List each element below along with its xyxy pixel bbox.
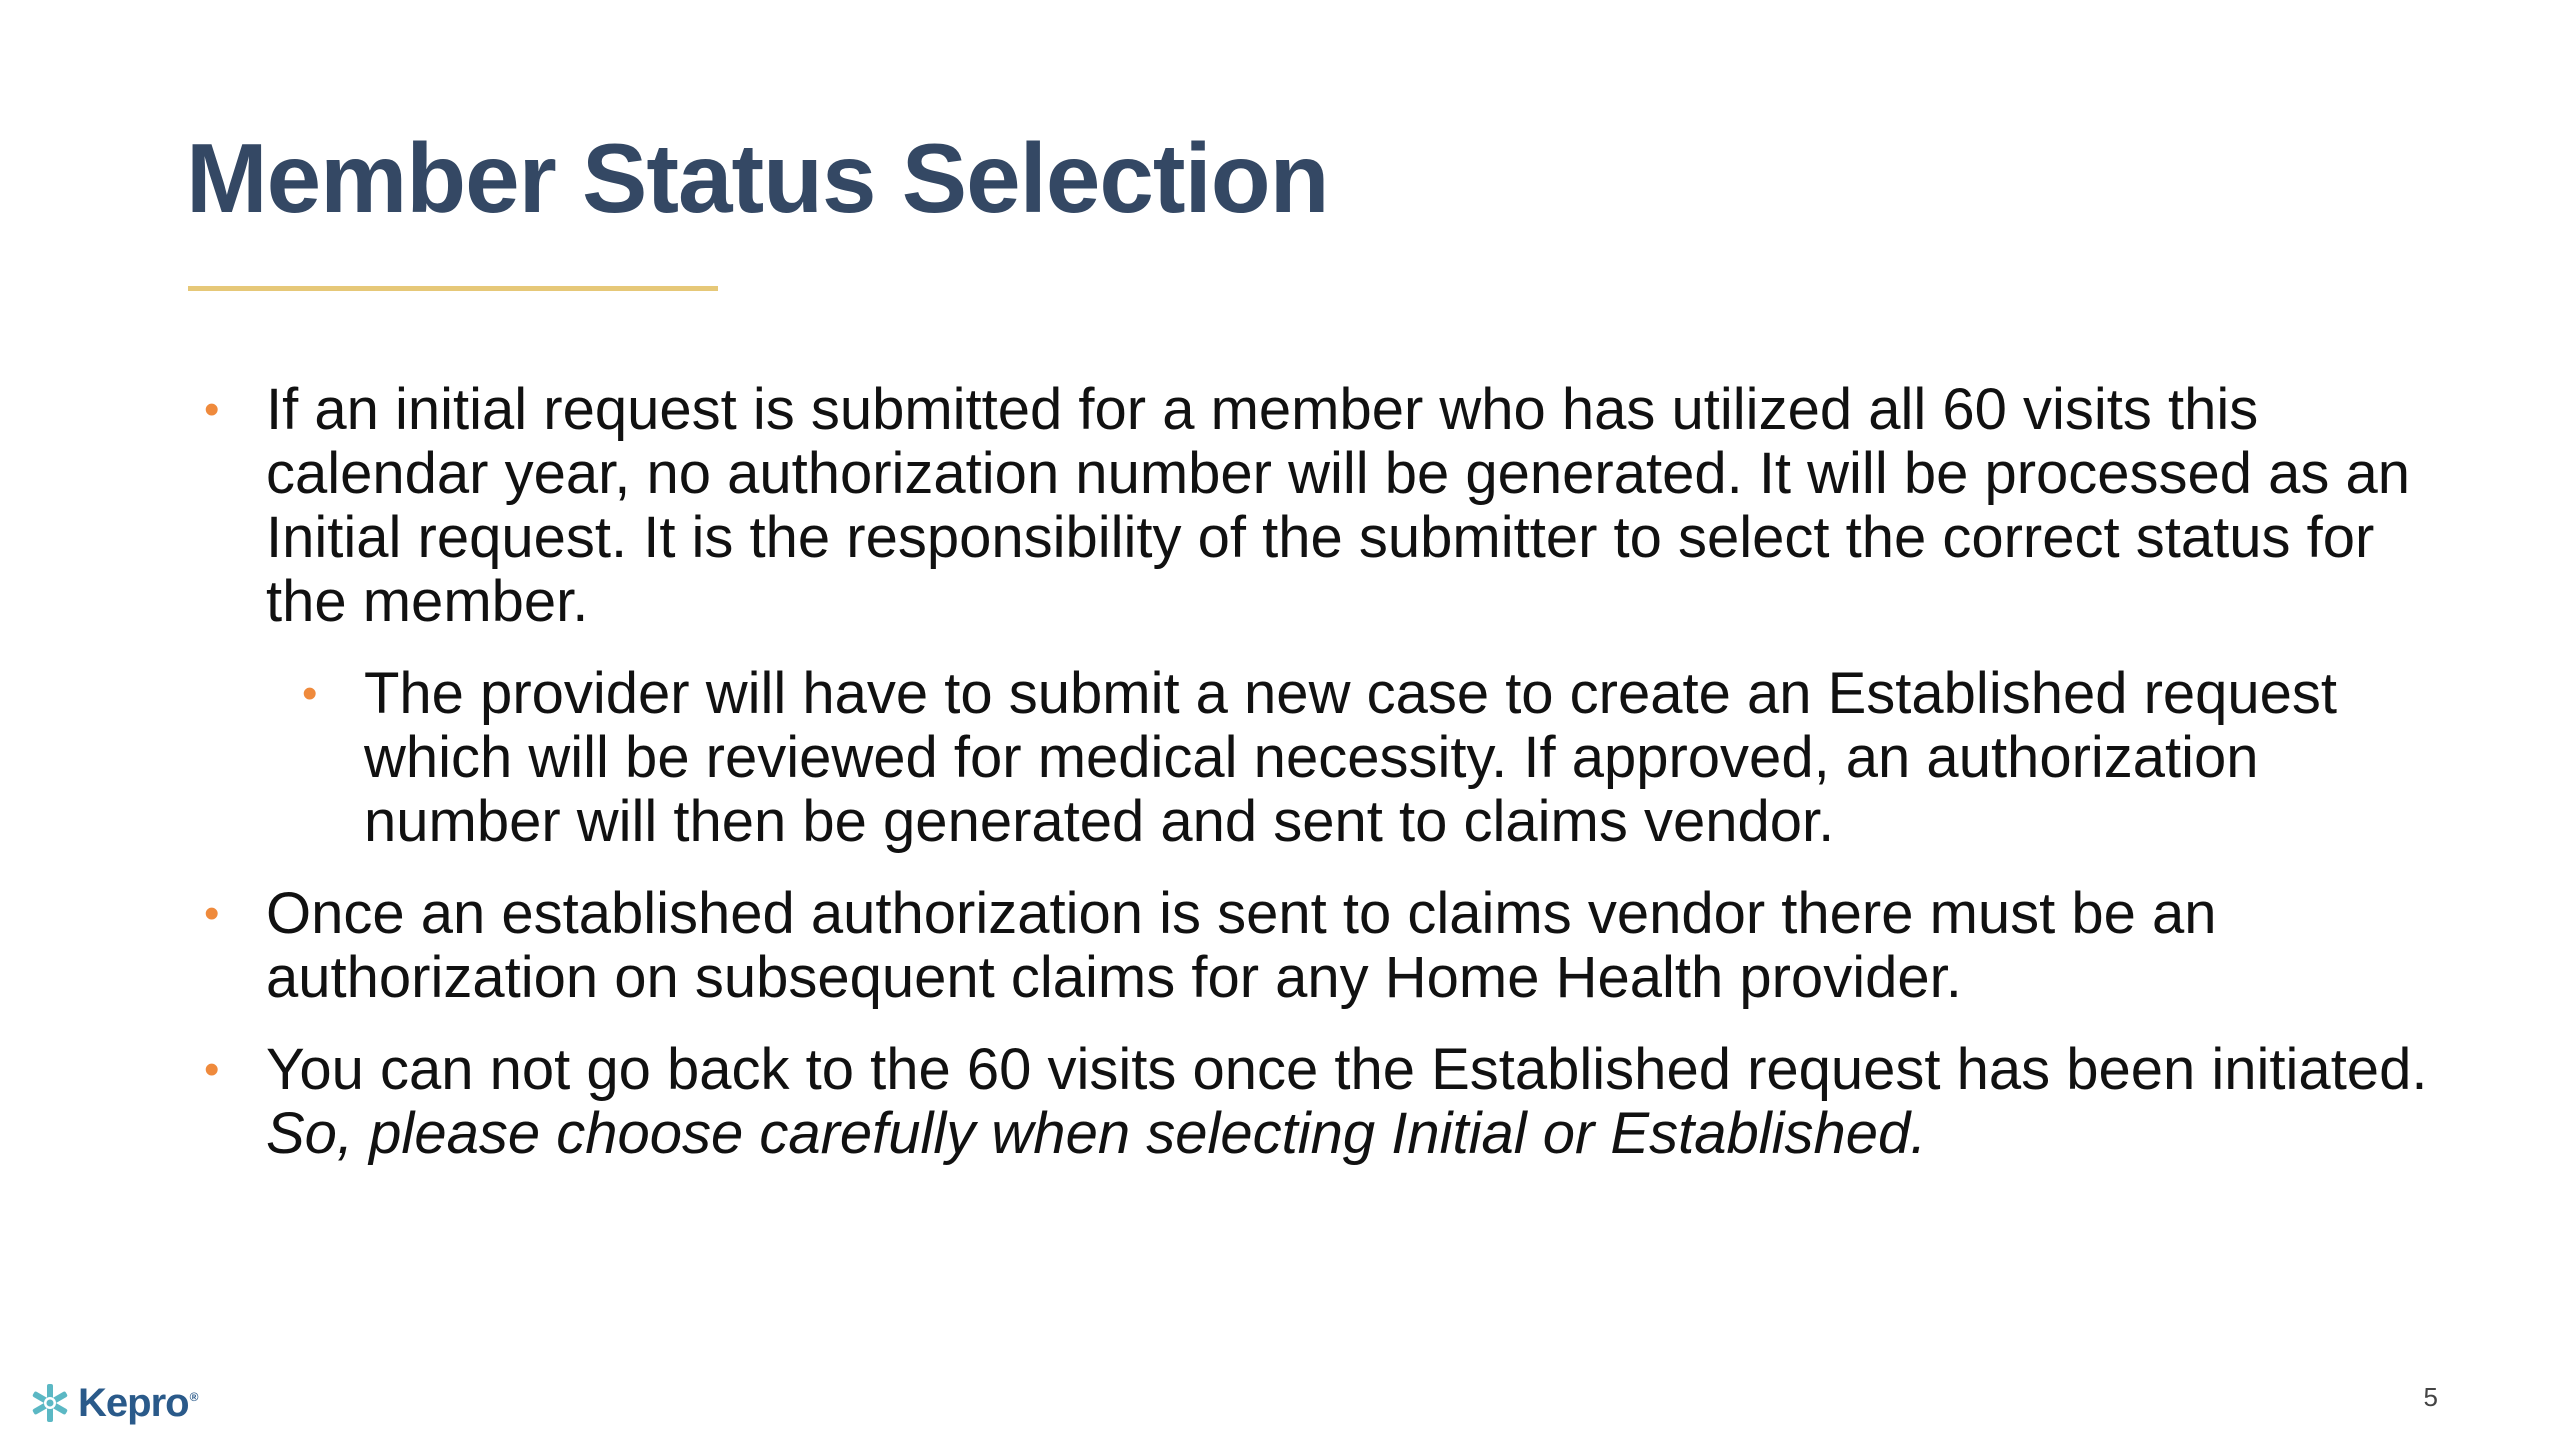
- bullet-text: Once an established authorization is sent to claims vendor there must be an authorization on subsequent claims for any Home Health provider.: [266, 881, 2217, 1010]
- bullet-dot-icon: •: [204, 385, 220, 434]
- bullet-dot-icon: •: [302, 669, 318, 718]
- kepro-star-icon: [28, 1381, 72, 1425]
- bullet-item: [200, 378, 2430, 634]
- bullet-item: [200, 882, 2430, 1010]
- page-number: 5: [2423, 1382, 2438, 1412]
- bullet-item: [200, 1038, 2430, 1166]
- logo-wordmark: Kepro®: [78, 1380, 198, 1425]
- sub-bullet-item: [298, 662, 2430, 854]
- bullet-text-regular: You can not go back to the 60 visits once the Established request has been initiated.: [266, 1037, 2428, 1102]
- bullet-text: The provider will have to submit a new case to create an Established request which will be reviewed for medical necessity. If approved, an authorization number will then be generated and sent to claims vendor.: [364, 661, 2338, 854]
- bullet-text: If an initial request is submitted for a member who has utilized all 60 visits this calendar year, no authorization number will be generated. It will be processed as an Initial request. It is the responsibility of the submitter to select the correct status for the member.: [266, 377, 2411, 634]
- title-underline: [188, 286, 718, 291]
- bullet-dot-icon: •: [204, 1045, 220, 1094]
- bullet-text: [266, 1037, 2427, 1166]
- kepro-logo: [28, 1378, 197, 1428]
- bullet-text-italic: So, please choose carefully when selecting Initial or Established.: [266, 1101, 1927, 1166]
- bullet-dot-icon: •: [204, 889, 220, 938]
- slide-title: Member Status Selection: [186, 123, 1329, 233]
- bullet-list: [200, 378, 2430, 1194]
